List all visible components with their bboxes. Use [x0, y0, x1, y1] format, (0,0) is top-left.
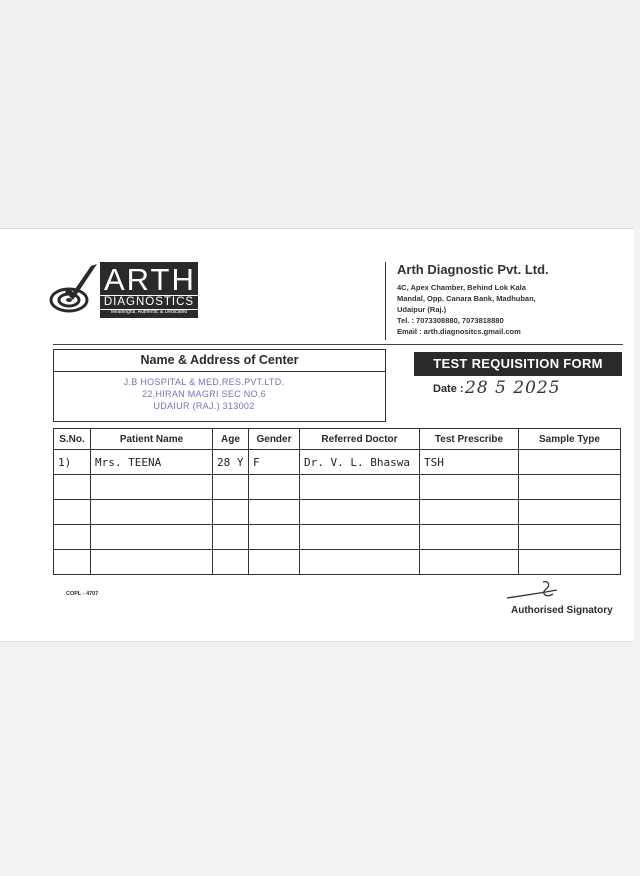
cell-gender: [249, 525, 300, 550]
brand-logo: [100, 262, 198, 318]
cell-sno: [54, 525, 91, 550]
cell-age: [213, 525, 249, 550]
company-address: [397, 282, 567, 337]
address-line: Tel. : 7073308880, 7073818880: [397, 316, 504, 325]
paper-background-top: [0, 0, 640, 228]
date-value: 28 5 2025: [465, 378, 561, 398]
cell-sample-type: [519, 475, 621, 500]
header-patient-name: Patient Name: [91, 429, 213, 450]
brand-subtitle: DIAGNOSTICS: [100, 295, 198, 310]
cell-gender: [249, 500, 300, 525]
table-row: [54, 450, 621, 475]
cell-referred-doctor: [300, 500, 420, 525]
address-line: Email : arth.diagnositcs.gmail.com: [397, 327, 521, 336]
cell-referred-doctor: Dr. V. L. Bhaswa: [300, 450, 420, 475]
header-sno: S.No.: [54, 429, 91, 450]
center-stamp: [109, 376, 299, 412]
stamp-line: UDAIUR (RAJ.) 313002: [153, 401, 255, 411]
header-sample-type: Sample Type: [519, 429, 621, 450]
center-heading: Name & Address of Center: [54, 350, 385, 372]
stamp-line: 22,HIRAN MAGRI SEC NO.6: [142, 389, 266, 399]
table-row: [54, 550, 621, 575]
cell-age: 28 Y: [213, 450, 249, 475]
header-referred-doctor: Referred Doctor: [300, 429, 420, 450]
cell-patient-name: Mrs. TEENA: [91, 450, 213, 475]
cell-sample-type: [519, 450, 621, 475]
cell-sno: [54, 500, 91, 525]
brand-tagline: Meaningful, Authentic & Dedicated: [110, 309, 188, 315]
cell-referred-doctor: [300, 525, 420, 550]
cell-gender: [249, 550, 300, 575]
cell-patient-name: [91, 525, 213, 550]
table-header-row: [54, 429, 621, 450]
cell-sample-type: [519, 550, 621, 575]
authorised-signatory: Authorised Signatory: [511, 605, 613, 616]
address-line: Mandal, Opp. Canara Bank, Madhuban,: [397, 294, 536, 303]
cell-age: [213, 475, 249, 500]
brand-name: ARTH: [104, 262, 196, 297]
cell-gender: [249, 475, 300, 500]
cell-sno: 1): [54, 450, 91, 475]
cell-sample-type: [519, 525, 621, 550]
cell-test-prescribe: [420, 525, 519, 550]
stamp-line: J.B HOSPITAL & MED.RES.PVT.LTD.: [123, 377, 285, 387]
header-gender: Gender: [249, 429, 300, 450]
cell-test-prescribe: [420, 500, 519, 525]
cell-age: [213, 550, 249, 575]
table-row: [54, 475, 621, 500]
table-row: [54, 500, 621, 525]
cell-test-prescribe: [420, 550, 519, 575]
cell-sample-type: [519, 500, 621, 525]
cell-sno: [54, 475, 91, 500]
company-name: Arth Diagnostic Pvt. Ltd.: [397, 262, 549, 277]
form-title: TEST REQUISITION FORM: [414, 352, 622, 376]
signature-icon: [505, 576, 565, 602]
cell-sno: [54, 550, 91, 575]
cell-patient-name: [91, 500, 213, 525]
cell-gender: F: [249, 450, 300, 475]
cell-patient-name: [91, 550, 213, 575]
paper-background-bottom: [0, 640, 640, 876]
cell-test-prescribe: TSH: [420, 450, 519, 475]
patient-table: [53, 428, 621, 575]
table-row: [54, 525, 621, 550]
header-divider: [385, 262, 386, 340]
date-label: Date :: [433, 383, 464, 395]
target-logo-icon: [47, 262, 99, 318]
header-age: Age: [213, 429, 249, 450]
header-rule: [53, 344, 623, 345]
header-test-prescribe: Test Prescribe: [420, 429, 519, 450]
cell-age: [213, 500, 249, 525]
cell-referred-doctor: [300, 475, 420, 500]
address-line: Udaipur (Raj.): [397, 305, 447, 314]
form-code: COPL - 4707: [66, 591, 99, 597]
cell-referred-doctor: [300, 550, 420, 575]
cell-patient-name: [91, 475, 213, 500]
cell-test-prescribe: [420, 475, 519, 500]
address-line: 4C, Apex Chamber, Behind Lok Kala: [397, 283, 526, 292]
center-address-box: [53, 349, 386, 422]
